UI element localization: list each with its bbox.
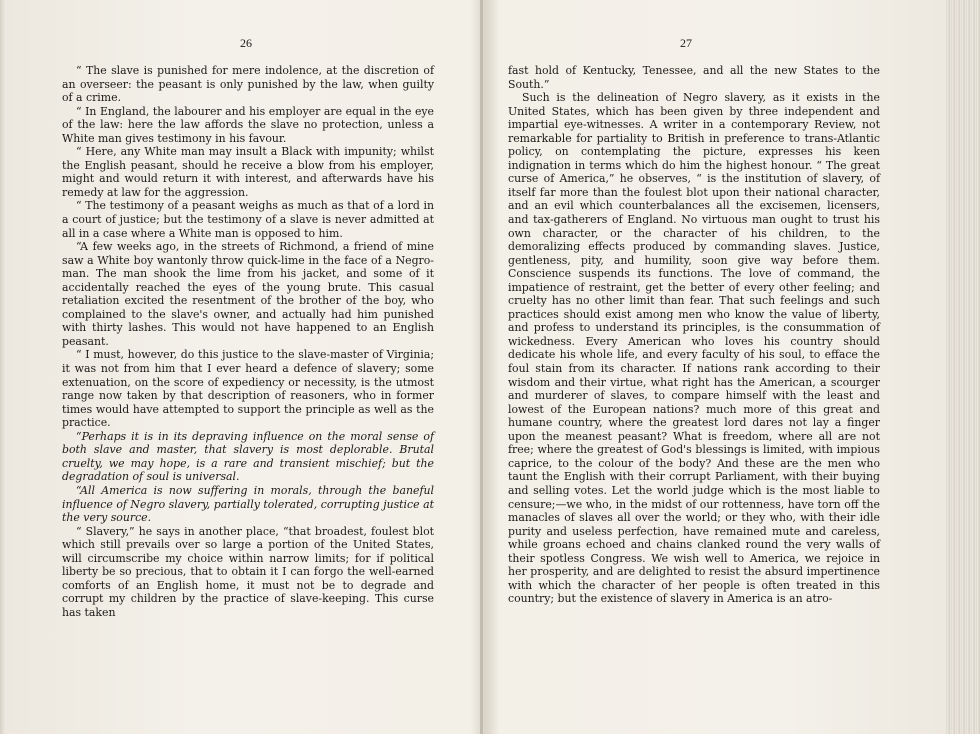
paragraph: “A few weeks ago, in the streets of Richmond, a friend of mine saw a White boy wantonly throw quick-lime in the face of a Negro-man. The man shook the lime from his jacket, and some of it accidentally reached the eyes of the young brute. This casual retaliation excited the resentment of the brother of the boy, who complained to the slave's owner, and actually had him punished with thirty lashes. This would not have happened to an English peasant. (62, 240, 434, 348)
paragraph: fast hold of Kentucky, Tenessee, and all the new States to the South.” (508, 64, 880, 91)
paragraph: “ In England, the labourer and his employer are equal in the eye of the law: here the law affords the slave no protection, unless a White man gives testimony in his favour. (62, 104, 434, 145)
paragraph: “ I must, however, do this justice to the slave-master of Virginia; it was not from him that I ever heard a defence of slavery; some extenuation, on the score of expediency or necessity, is the utmost range now taken by that description of reasoners, who in former times would have attempted to support the principle as well as the practice. (62, 348, 434, 430)
left-page-number: 26 (240, 36, 252, 50)
paragraph: “ Here, any White man may insult a Black with impunity; whilst the English peasant, should he receive a blow from his employer, might and would return it with interest, and afterwards have his remedy at law for the aggression. (62, 145, 434, 199)
left-page-text (62, 64, 434, 619)
paragraph: “ The slave is punished for mere indolence, at the discretion of an overseer: the peasant is only punished by the law, when guilty of a crime. (62, 64, 434, 105)
paragraph: “All America is now suffering in morals, through the baneful influence of Negro slavery, partially tolerated, corrupting justice at the very source. (62, 483, 434, 525)
book-gutter (480, 0, 483, 734)
paragraph: “ Slavery,” he says in another place, “that broadest, foulest blot which still prevails over so large a portion of the United States, will circumscribe my choice within narrow limits; for if political liberty be so precious, that to obtain it I can forgo the well-earned comforts of an English home, it must not be to degrade and corrupt my children by the practice of slave-keeping. This curse has taken (62, 524, 434, 619)
paragraph: “Perhaps it is in its depraving influence on the moral sense of both slave and master, that slavery is most deplorable. Brutal cruelty, we may hope, is a rare and transient mischief; but the degradation of soul is universal. (62, 429, 434, 484)
paragraph: “ The testimony of a peasant weighs as much as that of a lord in a court of justice; but the testimony of a slave is never admitted at all in a case where a White man is opposed to him. (62, 199, 434, 240)
right-page-number: 27 (680, 36, 692, 50)
paragraph: Such is the delineation of Negro slavery, as it exists in the United States, which has been given by three independent and impartial eye-witnesses. A writer in a contemporary Review, not remarkable for partiality to British in preference to trans-Atlantic policy, on contemplating the picture, expresses his keen indignation in terms which do him the highest honour. “ The great curse of America,” he observes, “ is the institution of slavery, of itself far more than the foulest blot upon their national character, and an evil which counterbalances all the excisemen, licensers, and tax-gatherers of England. No virtuous man ought to trust his own character, or the character of his children, to the demoralizing effects produced by commanding slaves. Justice, gentleness, pity, and humility, soon give way before them. Conscience suspends its functions. The love of command, the impatience of restraint, get the better of every other feeling; and cruelty has no other limit than fear. That such feelings and such practices should exist among men who know the value of liberty, and profess to understand its principles, is the consummation of wickedness. Every American who loves his country should dedicate his whole life, and every faculty of his soul, to efface the foul stain from its character. If nations rank according to their wisdom and their virtue, what right has the American, a scourger and murderer of slaves, to compare himself with the least and lowest of the European nations? much more of this great and humane country, where the greatest lord dares not lay a finger upon the meanest peasant? What is freedom, where all are not free; where the greatest of God's blessings is limited, with impious caprice, to the colour of the body? And these are the men who taunt the English with their corrupt Parliament, with their buying and selling votes. Let the world judge which is the most liable to censure;—we who, in the midst of our rottenness, have torn off the manacles of slaves all over the world; or they who, with their idle purity and useless perfection, have remained mute and careless, while groans echoed and chains clanked round the very walls of their spotless Congress. We wish well to America, we rejoice in her prosperity, and are delighted to resist the absurd impertinence with which the character of her people is often treated in this country; but the existence of slavery in America is an atro- (508, 91, 880, 606)
right-page-text (508, 64, 880, 606)
right-page-edge (946, 0, 980, 734)
left-page-edge (0, 0, 6, 734)
